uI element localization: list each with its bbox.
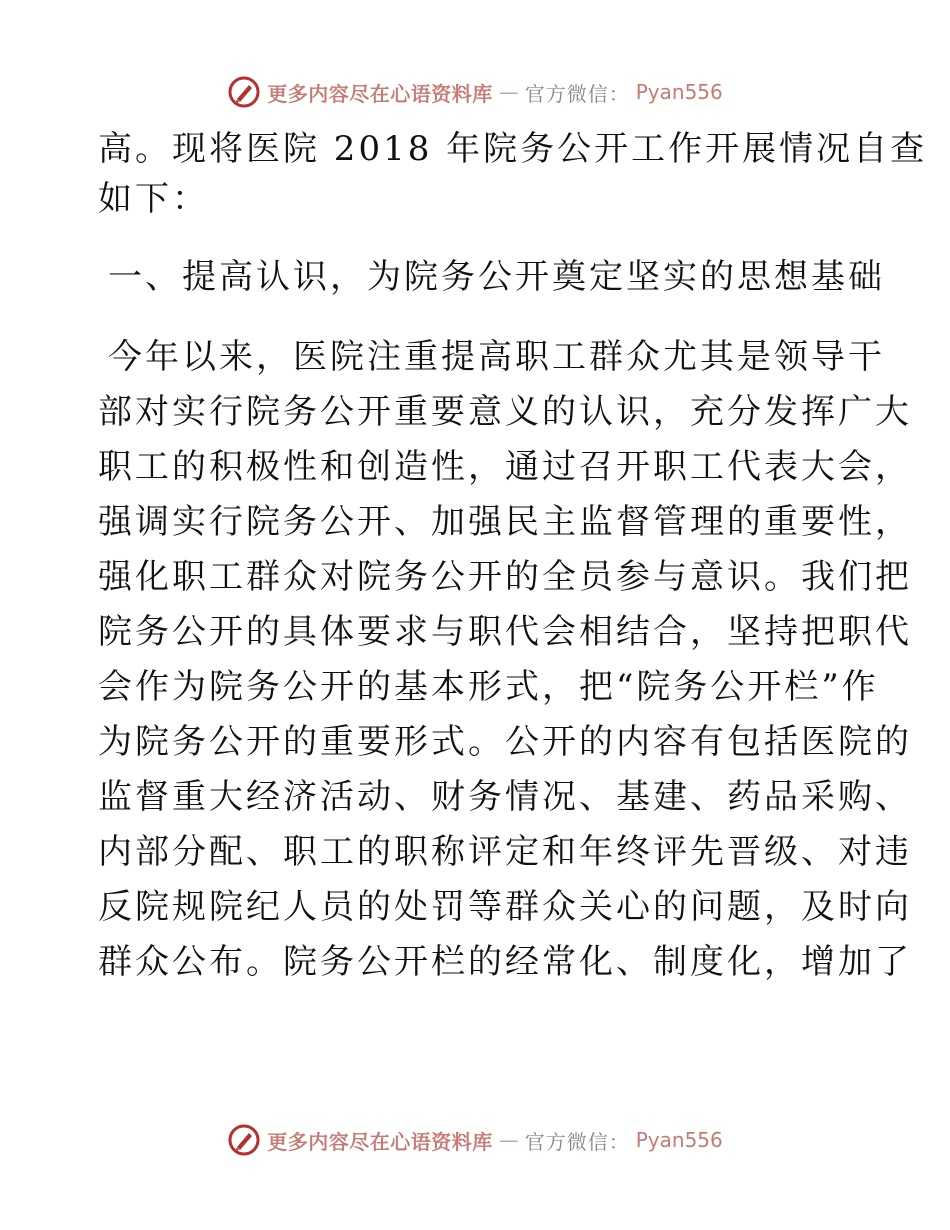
paragraph-line: 强调实行院务公开、加强民主监督管理的重要性， [98,502,912,542]
watermark-label: 官方微信： [524,1129,630,1154]
intro-line: 如下： [98,179,209,219]
paragraph-line: 内部分配、职工的职称评定和年终评先晋级、对违 [98,832,912,872]
watermark-label: 官方微信： [524,81,630,106]
pen-logo-icon [227,1123,261,1157]
watermark-text: 更多内容尽在心语资料库 [267,81,493,106]
footer-watermark [0,1120,950,1160]
watermark-dash: — [498,1128,519,1152]
pen-logo-icon [227,75,261,109]
watermark-text: 更多内容尽在心语资料库 [267,1129,493,1154]
header-watermark [0,72,950,112]
section-heading: 一、提高认识，为院务公开奠定坚实的思想基础 [108,257,885,297]
paragraph-line: 会作为院务公开的基本形式，把“院务公开栏”作 [98,667,879,707]
paragraph-line: 职工的积极性和创造性，通过召开职工代表大会， [98,447,912,487]
paragraph-line: 为院务公开的重要形式。公开的内容有包括医院的 [98,722,912,762]
paragraph-line: 部对实行院务公开重要意义的认识，充分发挥广大 [98,392,912,432]
watermark-id: Pyan556 [635,1128,723,1152]
paragraph-line: 监督重大经济活动、财务情况、基建、药品采购、 [98,777,912,817]
paragraph-line: 今年以来，医院注重提高职工群众尤其是领导干 [108,337,885,377]
paragraph-line: 反院规院纪人员的处罚等群众关心的问题，及时向 [98,887,912,927]
paragraph [98,330,912,990]
watermark-dash: — [498,80,519,104]
intro-block [98,124,928,224]
paragraph-line: 群众公布。院务公开栏的经常化、制度化，增加了 [98,942,912,982]
document-body [98,124,928,990]
paragraph-line: 院务公开的具体要求与职代会相结合，坚持把职代 [98,612,912,652]
intro-line: 高。现将医院 2018 年院务公开工作开展情况自查 [98,129,928,169]
paragraph-line: 强化职工群众对院务公开的全员参与意识。我们把 [98,557,912,597]
watermark-id: Pyan556 [635,80,723,104]
